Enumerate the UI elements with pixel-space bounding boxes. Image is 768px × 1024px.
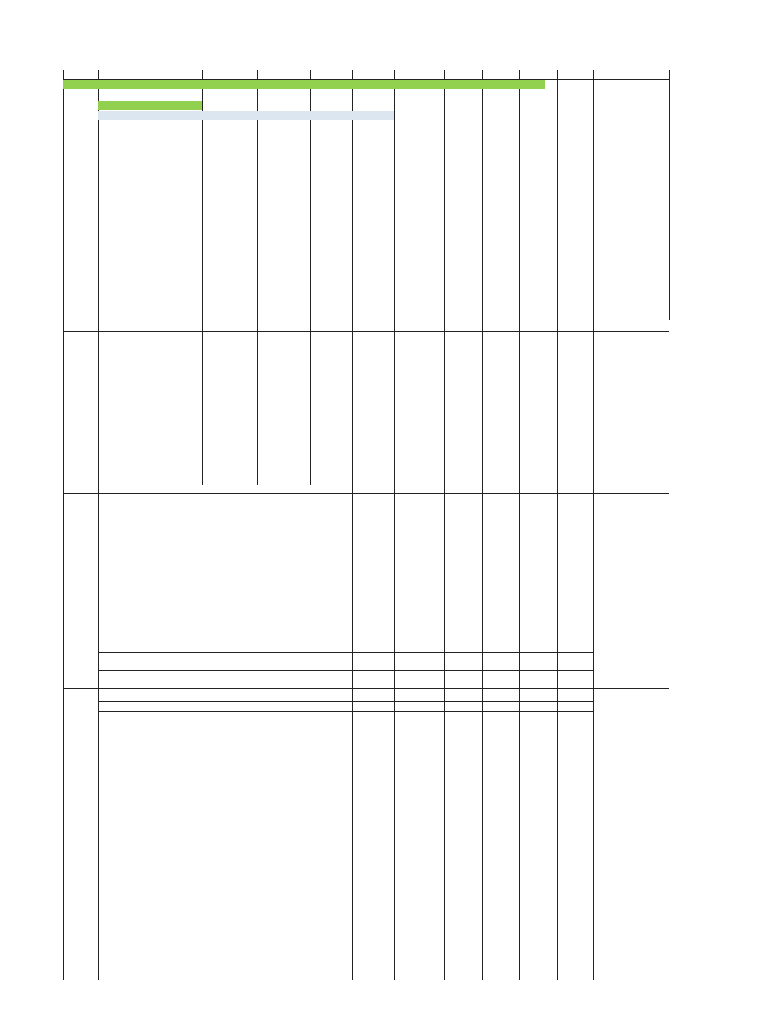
divider-s2-s3 [63, 493, 669, 494]
col-line-g [394, 70, 395, 980]
vlookup-label-box [98, 101, 202, 110]
col-line-h [444, 70, 445, 980]
required-top-line [98, 652, 593, 653]
col-line-c [202, 70, 203, 485]
col-line-j [519, 70, 520, 980]
required-bottom-line [98, 670, 593, 671]
product-table-header [98, 111, 394, 120]
divider-s1-s2 [63, 331, 669, 332]
intro-line-2 [98, 711, 593, 712]
col-line-a [63, 70, 64, 980]
col-line-d [257, 70, 258, 485]
col-line-m [669, 70, 670, 320]
col-line-l [593, 70, 594, 980]
col-line-i [482, 70, 483, 980]
col-line-e [310, 70, 311, 485]
col-line-k [557, 70, 558, 980]
col-line-f [352, 70, 353, 980]
title-bar [63, 80, 545, 89]
divider-s3-s4 [63, 688, 669, 689]
intro-line-1 [98, 701, 593, 702]
col-line-b [98, 70, 99, 980]
